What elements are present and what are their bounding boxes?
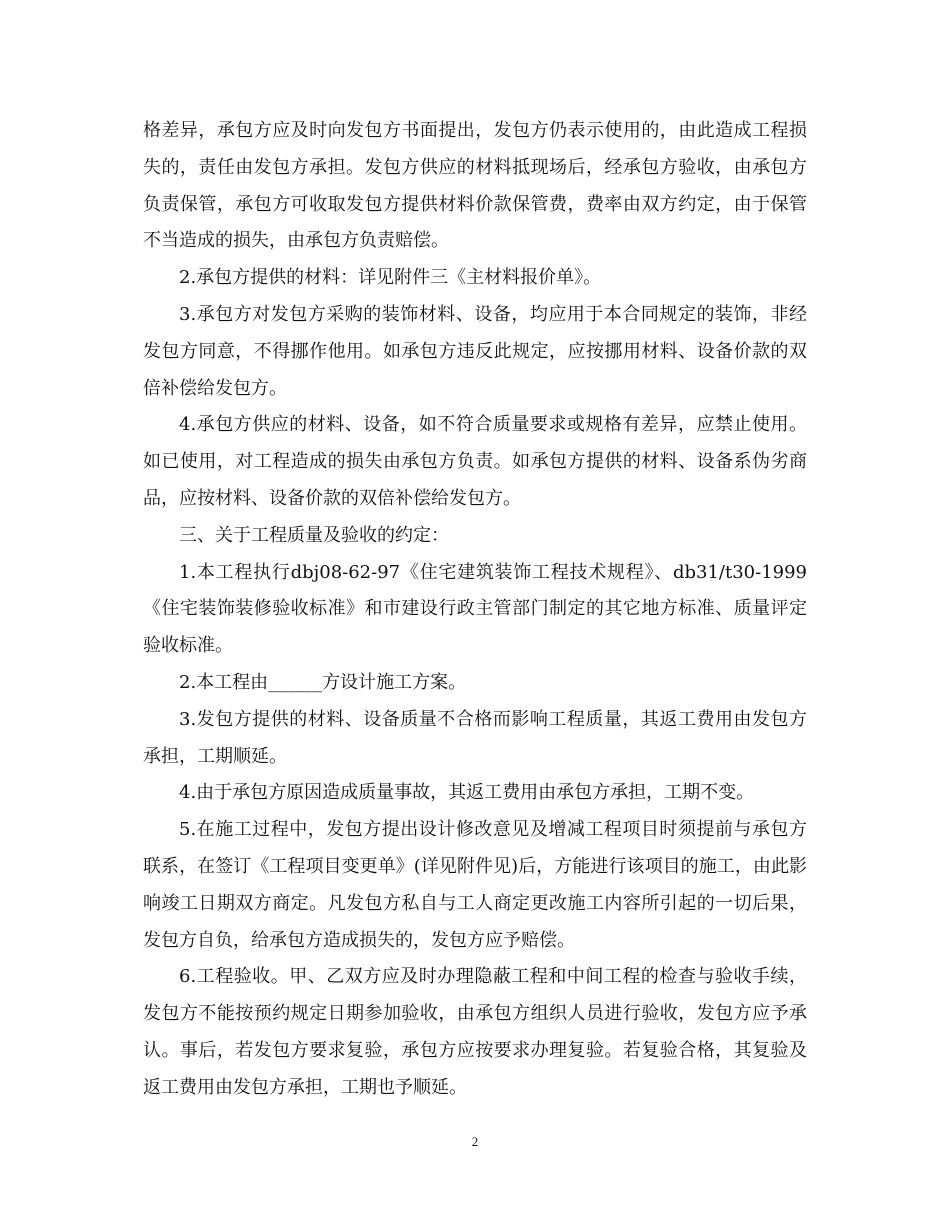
paragraph-item-3-materials-use: 3.承包方对发包方采购的装饰材料、设备，均应用于本合同规定的装饰，非经发包方同意，不得挪作他用。如承包方违反此规定，应按挪用材料、设备价款的双倍补偿给发包方。 (143, 303, 807, 399)
paragraph-item-5-changes: 5.在施工过程中，发包方提出设计修改意见及增减工程项目时须提前与承包方联系，在签订《工程项目变更单》(详见附件见)后，方能进行该项目的施工，由此影响竣工日期双方商定。凡发包方私自与工人商定更改施工内容所引起的一切后果，发包方自负，给承包方造成损失的，发包方应予赔偿。 (143, 819, 807, 951)
page-number: 2 (471, 1134, 479, 1149)
paragraph-item-2-design: 2.本工程由______方设计施工方案。 (179, 671, 467, 693)
paragraph-continuation: 格差异，承包方应及时向发包方书面提出，发包方仍表示使用的，由此造成工程损失的，责任由发包方承担。发包方供应的材料抵现场后，经承包方验收，由承包方负责保管，承包方可收取发包方提供材料价款保管费，费率由双方约定，由于保管不当造成的损失，由承包方负责赔偿。 (143, 120, 807, 252)
paragraph-item-3-rework-client: 3.发包方提供的材料、设备质量不合格而影响工程质量，其返工费用由发包方承担，工期顺延。 (143, 708, 807, 767)
paragraph-item-6-acceptance: 6.工程验收。甲、乙双方应及时办理隐蔽工程和中间工程的检查与验收手续，发包方不能按预约规定日期参加验收，由承包方组织人员进行验收，发包方应予承认。事后，若发包方要求复验，承包方应按要求办理复验。若复验合格，其复验及返工费用由发包方承担，工期也予顺延。 (143, 966, 807, 1098)
document-body (143, 113, 807, 1107)
paragraph-item-4-materials-quality: 4.承包方供应的材料、设备，如不符合质量要求或规格有差异，应禁止使用。如已使用，对工程造成的损失由承包方负责。如承包方提供的材料、设备系伪劣商品，应按材料、设备价款的双倍补偿给发包方。 (143, 414, 807, 509)
paragraph-item-4-rework-contractor: 4.由于承包方原因造成质量事故，其返工费用由承包方承担，工期不变。 (179, 782, 755, 804)
paragraph-item-1-standards: 1.本工程执行dbj08-62-97《住宅建筑装饰工程技术规程》、db31/t30-1999《住宅装饰装修验收标准》和市建设行政主管部门制定的其它地方标准、质量评定验收标准。 (143, 561, 807, 657)
section-heading-quality-acceptance: 三、关于工程质量及验收的约定： (179, 524, 449, 546)
paragraph-item-2-materials: 2.承包方提供的材料：详见附件三《主材料报价单》。 (179, 267, 602, 289)
